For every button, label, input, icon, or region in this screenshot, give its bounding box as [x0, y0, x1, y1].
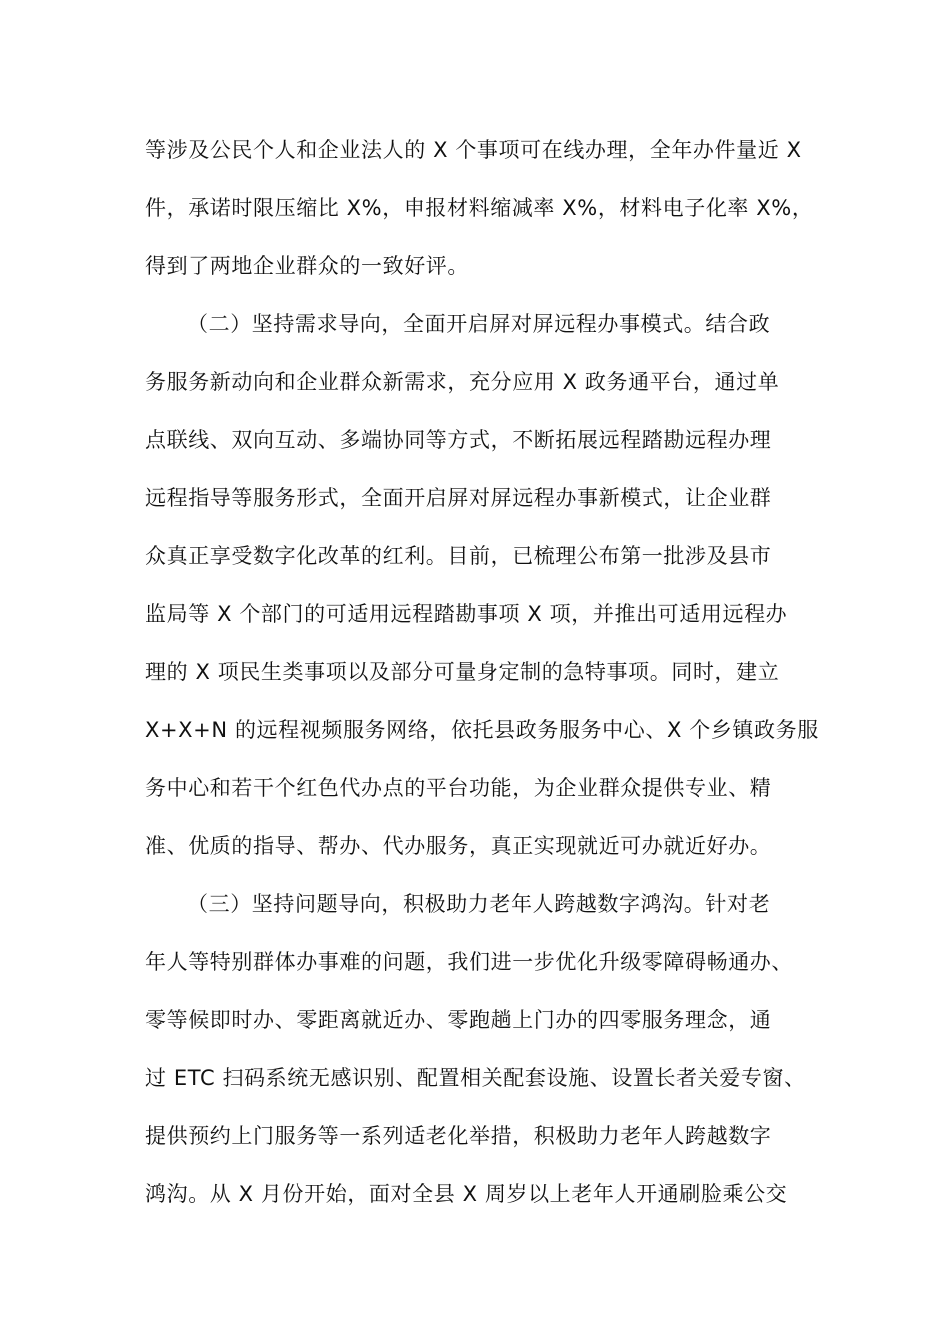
text-line-5: 务服务新动向和企业群众新需求，充分应用 X 政务通平台，通过单 — [145, 370, 780, 394]
text-line-9: 监局等 X 个部门的可适用远程踏勘事项 X 项，并推出可适用远程办 — [145, 602, 788, 626]
text-line-17: 过 ETC 扫码系统无感识别、配置相关配套设施、设置长者关爱专窗、 — [145, 1066, 806, 1090]
text-line-15: 年人等特别群体办事难的问题，我们进一步优化升级零障碍畅通办、 — [145, 950, 793, 974]
text-line-19: 鸿沟。从 X 月份开始，面对全县 X 周岁以上老年人开通刷脸乘公交 — [145, 1182, 788, 1206]
text-line-12: 务中心和若干个红色代办点的平台功能，为企业群众提供专业、精 — [145, 776, 772, 800]
text-line-16: 零等候即时办、零距离就近办、零跑趟上门办的四零服务理念，通 — [145, 1008, 772, 1032]
text-line-11: X+X+N 的远程视频服务网络，依托县政务服务中心、X 个乡镇政务服 — [145, 718, 819, 742]
text-line-8: 众真正享受数字化改革的红利。目前，已梳理公布第一批涉及县市 — [145, 544, 772, 568]
text-line-13: 准、优质的指导、帮办、代办服务，真正实现就近可办就近好办。 — [145, 834, 772, 858]
section-heading-2: （二）坚持需求导向，全面开启屏对屏远程办事模式。结合政 — [187, 312, 771, 336]
text-line-3: 得到了两地企业群众的一致好评。 — [145, 254, 469, 278]
text-line-6: 点联线、双向互动、多端协同等方式，不断拓展远程踏勘远程办理 — [145, 428, 772, 452]
text-line-2: 件，承诺时限压缩比 X%，申报材料缩减率 X%，材料电子化率 X%， — [145, 196, 814, 220]
text-line-1: 等涉及公民个人和企业法人的 X 个事项可在线办理，全年办件量近 X — [145, 138, 802, 162]
text-line-10: 理的 X 项民生类事项以及部分可量身定制的急特事项。同时，建立 — [145, 660, 780, 684]
text-line-18: 提供预约上门服务等一系列适老化举措，积极助力老年人跨越数字 — [145, 1124, 772, 1148]
section-heading-3: （三）坚持问题导向，积极助力老年人跨越数字鸿沟。针对老 — [187, 892, 771, 916]
text-line-7: 远程指导等服务形式，全面开启屏对屏远程办事新模式，让企业群 — [145, 486, 772, 510]
